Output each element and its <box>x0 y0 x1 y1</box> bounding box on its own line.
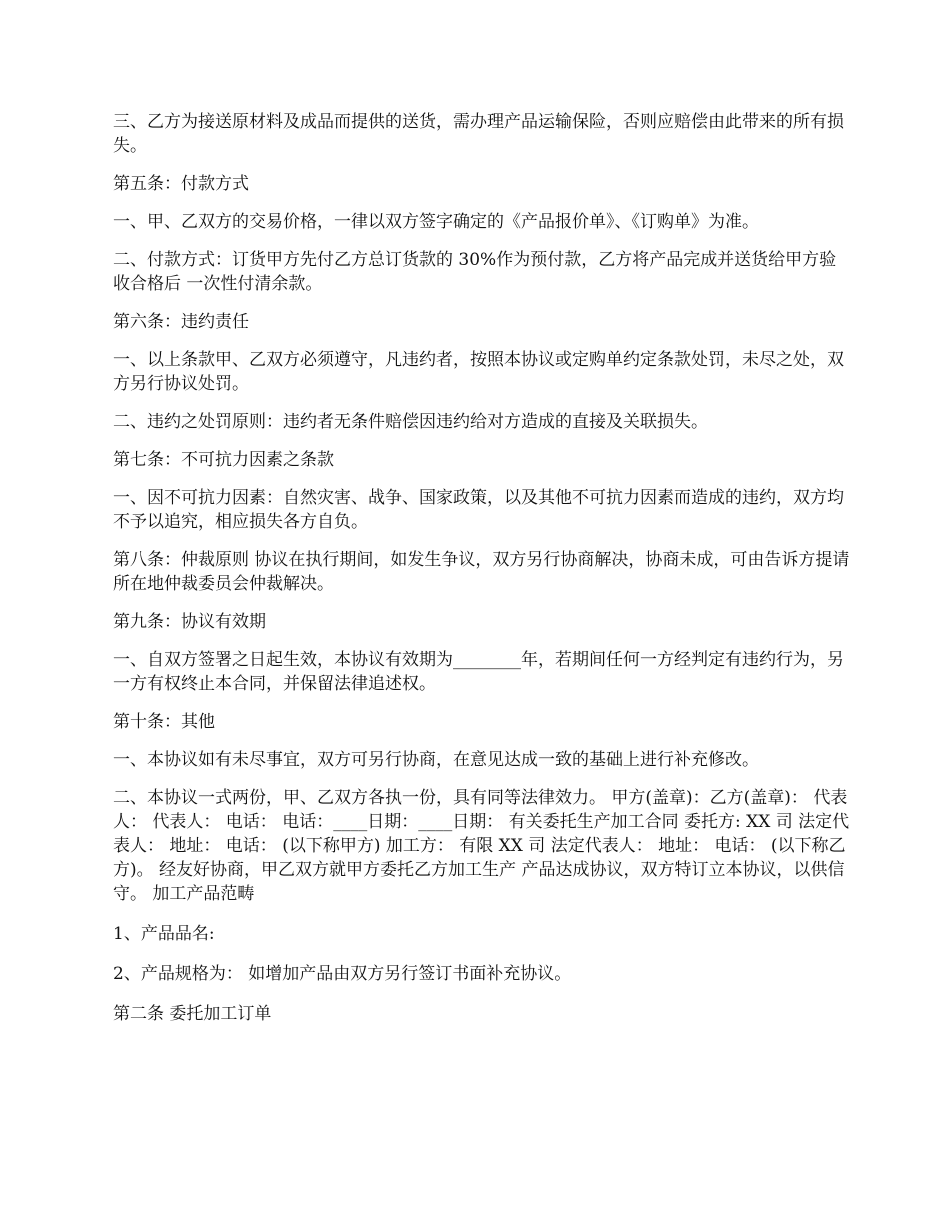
article-6-item-2: 二、违约之处罚原则：违约者无条件赔偿因违约给对方造成的直接及关联损失。 <box>113 412 708 432</box>
article-5-item-1: 一、甲、乙双方的交易价格，一律以双方签字确定的《产品报价单》、《订购单》为准。 <box>113 212 759 232</box>
article-5-item-2: 二、付款方式：订货甲方先付乙方总订货款的 30%作为预付款，乙方将产品完成并送货给甲方验收合格后 一次性付清余款。 <box>113 250 837 294</box>
product-name-line: 1、产品品名: <box>113 924 215 944</box>
article-7-heading: 第七条：不可抗力因素之条款 <box>113 450 334 470</box>
article-2-heading: 第二条 委托加工订单 <box>113 1004 272 1024</box>
article-9-heading: 第九条：协议有效期 <box>113 612 266 632</box>
article-8-text: 第八条：仲裁原则 协议在执行期间，如发生争议，双方另行协商解决，协商未成，可由告诉方提请所在地仲裁委员会仲裁解决。 <box>113 550 850 594</box>
article-6-item-1: 一、以上条款甲、乙双方必须遵守，凡违约者，按照本协议或定购单约定条款处罚，未尽之处，双方另行协议处罚。 <box>113 350 844 394</box>
product-spec-line: 2、产品规格为： 如增加产品由双方另行签订书面补充协议。 <box>113 964 572 984</box>
article-7-item-1: 一、因不可抗力因素：自然灾害、战争、国家政策，以及其他不可抗力因素而造成的违约，双方均不予以追究，相应损失各方自负。 <box>113 488 844 532</box>
article-10-heading: 第十条：其他 <box>113 712 215 732</box>
article-6-heading: 第六条：违约责任 <box>113 312 249 332</box>
article-5-heading: 第五条：付款方式 <box>113 174 249 194</box>
document-page <box>113 110 853 1040</box>
article-9-item-1: 一、自双方签署之日起生效，本协议有效期为________年，若期间任何一方经判定有违约行为，另一方有权终止本合同，并保留法律追述权。 <box>113 650 844 694</box>
clause-4-item-3: 三、乙方为接送原材料及成品而提供的送货，需办理产品运输保险，否则应赔偿由此带来的所有损失。 <box>113 112 844 156</box>
article-10-item-2: 二、本协议一式两份，甲、乙双方各执一份，具有同等法律效力。 甲方(盖章)：乙方(盖章)： 代表人： 代表人： 电话： 电话：____日期：____日期： 有关委托生产加工合同 委托方: XX 司 法定代表人： 地址： 电话： (以下称甲方) 加工方： 有限 XX 司 法定代表人： 地址： 电话： (以下称乙方)。 经友好协商，甲乙双方就甲方委托乙方加工生产 产品达成协议，双方特订立本协议，以供信守。 加工产品范畴 <box>113 788 850 904</box>
article-10-item-1: 一、本协议如有未尽事宜，双方可另行协商，在意见达成一致的基础上进行补充修改。 <box>113 750 759 770</box>
